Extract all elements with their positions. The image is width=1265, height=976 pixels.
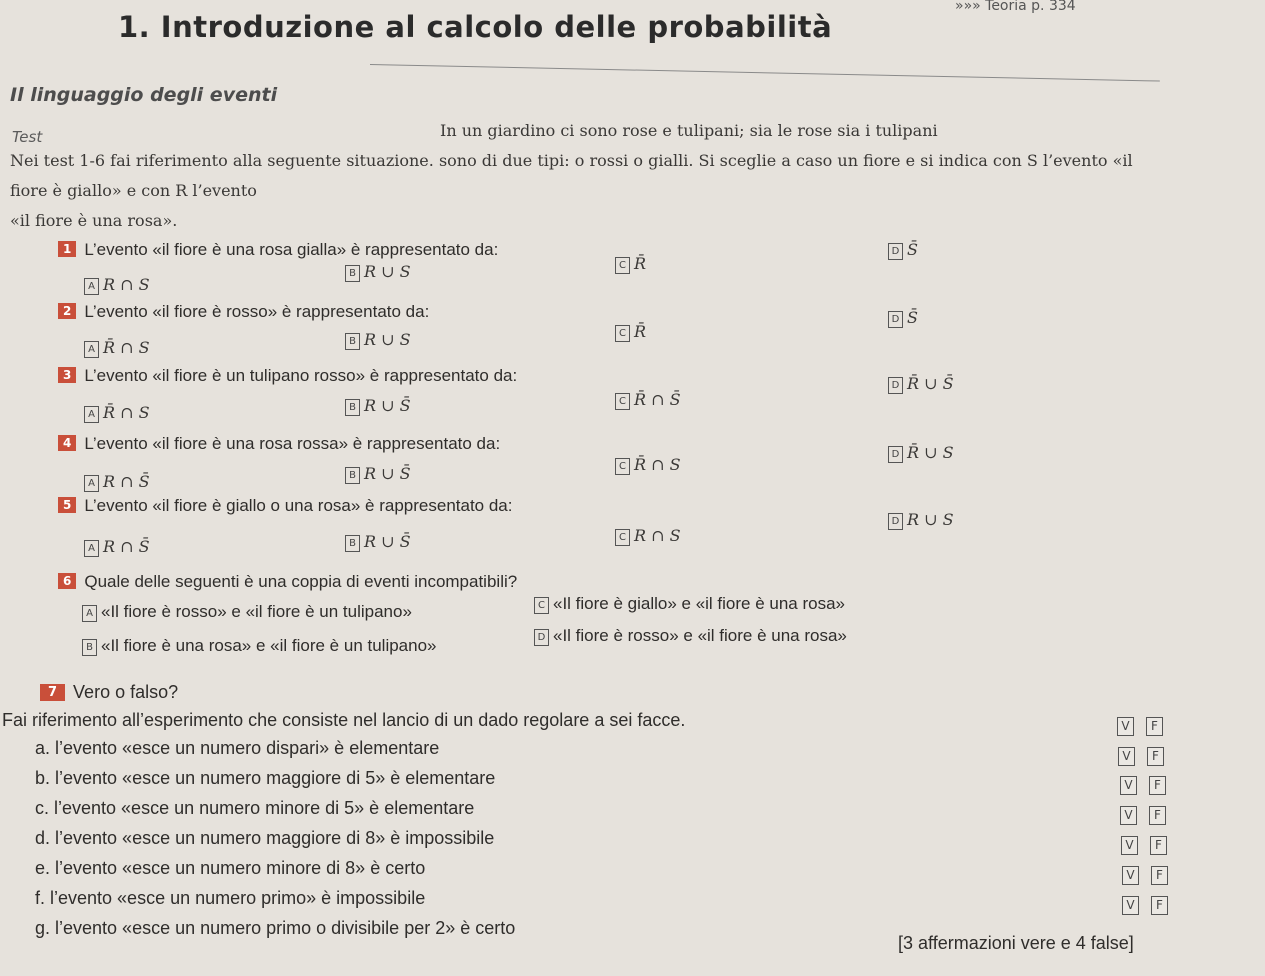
question-text: L’evento «il fiore è rosso» è rappresentato da:	[84, 302, 430, 321]
option-3c[interactable]: C R̄ ∩ S̄	[615, 390, 681, 410]
option-2a[interactable]: A R̄ ∩ S	[84, 338, 150, 358]
true-box[interactable]: V	[1117, 717, 1134, 736]
option-1c[interactable]: C R̄	[615, 254, 646, 274]
option-6d[interactable]: D «Il fiore è rosso» e «il fiore è una rosa»	[534, 626, 847, 646]
question-2	[58, 302, 429, 322]
statement-g: g. l’evento «esce un numero primo o divisibile per 2» è certo	[35, 918, 516, 938]
true-box[interactable]: V	[1120, 806, 1137, 825]
option-1d[interactable]: D S̄	[888, 240, 918, 260]
question-text: Quale delle seguenti è una coppia di eventi incompatibili?	[84, 572, 518, 591]
false-box[interactable]: F	[1151, 896, 1168, 915]
option-1a[interactable]: A R ∩ S	[84, 275, 150, 295]
option-5a[interactable]: A R ∩ S̄	[84, 537, 150, 557]
option-5d[interactable]: D R ∪ S	[888, 510, 954, 530]
answer-boxes-c	[1120, 776, 1178, 795]
true-box[interactable]: V	[1122, 896, 1139, 915]
question-5	[58, 496, 513, 516]
question-text: L’evento «il fiore è un tulipano rosso» è rappresentato da:	[84, 366, 518, 385]
true-box[interactable]: V	[1120, 776, 1137, 795]
intro-line-1: In un giardino ci sono rose e tulipani; sia le rose sia i tulipani	[440, 121, 938, 140]
option-6b[interactable]: B «Il fiore è una rosa» e «il fiore è un tulipano»	[82, 636, 437, 656]
question-text: L’evento «il fiore è una rosa gialla» è rappresentato da:	[84, 240, 499, 259]
false-box[interactable]: F	[1150, 836, 1167, 855]
answer-boxes-f	[1122, 866, 1180, 885]
option-4a[interactable]: A R ∩ S̄	[84, 472, 150, 492]
question-number: 4	[58, 435, 76, 451]
option-3a[interactable]: A R̄ ∩ S	[84, 403, 150, 423]
question-number: 2	[58, 303, 76, 319]
answer-boxes-e	[1121, 836, 1179, 855]
question-number: 6	[58, 573, 76, 589]
option-1b[interactable]: B R ∪ S	[345, 262, 411, 282]
intro-paragraph	[10, 116, 1160, 236]
false-box[interactable]: F	[1147, 747, 1164, 766]
question-text: L’evento «il fiore è giallo o una rosa» è rappresentato da:	[84, 496, 513, 515]
question-number: 1	[58, 241, 76, 257]
statement-c: c. l’evento «esce un numero minore di 5» è elementare	[35, 798, 475, 818]
statement-a: a. l’evento «esce un numero dispari» è elementare	[35, 738, 440, 758]
option-5b[interactable]: B R ∪ S̄	[345, 532, 411, 552]
intro-line-3: «il fiore è una rosa».	[10, 211, 178, 230]
option-6a[interactable]: A «Il fiore è rosso» e «il fiore è un tulipano»	[82, 602, 412, 622]
option-6c[interactable]: C «Il fiore è giallo» e «il fiore è una rosa»	[534, 594, 845, 614]
question-number: 7	[40, 684, 65, 701]
false-box[interactable]: F	[1151, 866, 1168, 885]
answer-boxes-a	[1117, 717, 1175, 736]
question-1	[58, 240, 498, 260]
exercise-7-title: 7 Vero o falso?	[40, 682, 178, 703]
question-number: 3	[58, 367, 76, 383]
statement-b: b. l’evento «esce un numero maggiore di 5» è elementare	[35, 768, 496, 788]
true-box[interactable]: V	[1122, 866, 1139, 885]
option-4d[interactable]: D R̄ ∪ S	[888, 443, 954, 463]
exercise-7-intro: Fai riferimento all’esperimento che consiste nel lancio di un dado regolare a sei facce.	[2, 710, 686, 730]
option-4c[interactable]: C R̄ ∩ S	[615, 455, 681, 475]
question-number: 5	[58, 497, 76, 513]
question-3	[58, 366, 517, 386]
answer-note: [3 affermazioni vere e 4 false]	[898, 933, 1134, 953]
section-divider	[370, 64, 1160, 82]
section-title: Il linguaggio degli eventi	[10, 84, 278, 106]
chapter-title: 1. Introduzione al calcolo delle probabilità	[118, 10, 833, 44]
answer-boxes-d	[1120, 806, 1178, 825]
true-box[interactable]: V	[1121, 836, 1138, 855]
answer-boxes-b	[1118, 747, 1176, 766]
statement-f: f. l’evento «esce un numero primo» è impossibile	[35, 888, 426, 908]
option-3d[interactable]: D R̄ ∪ S̄	[888, 374, 954, 394]
option-2b[interactable]: B R ∪ S	[345, 330, 411, 350]
question-4	[58, 434, 500, 454]
statement-e: e. l’evento «esce un numero minore di 8» è certo	[35, 858, 426, 878]
statement-d: d. l’evento «esce un numero maggiore di 8» è impossibile	[35, 828, 495, 848]
option-3b[interactable]: B R ∪ S̄	[345, 396, 411, 416]
false-box[interactable]: F	[1149, 806, 1166, 825]
option-5c[interactable]: C R ∩ S	[615, 526, 681, 546]
false-box[interactable]: F	[1146, 717, 1163, 736]
true-box[interactable]: V	[1118, 747, 1135, 766]
theory-reference: »»» Teoria p. 334	[955, 0, 1076, 14]
option-2c[interactable]: C R̄	[615, 322, 646, 342]
answer-boxes-g	[1122, 896, 1180, 915]
intro-line-2: Nei test 1-6 fai riferimento alla seguente situazione. sono di due tipi: o rossi o gialli. Si sceglie a caso un fiore e si indica con S l’evento «il fiore è giallo» e con R l’evento	[10, 151, 1133, 200]
false-box[interactable]: F	[1149, 776, 1166, 795]
test-label: Test	[12, 128, 43, 146]
question-6	[58, 572, 517, 592]
option-4b[interactable]: B R ∪ S̄	[345, 464, 411, 484]
question-text: L’evento «il fiore è una rosa rossa» è rappresentato da:	[84, 434, 501, 453]
option-2d[interactable]: D S̄	[888, 308, 918, 328]
